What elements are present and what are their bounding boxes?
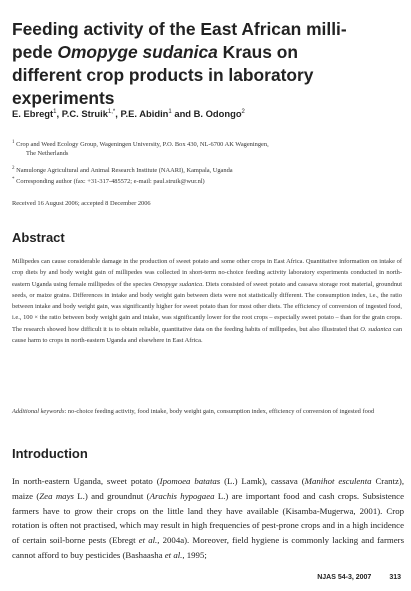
journal-reference: NJAS 54-3, 2007 <box>317 574 372 581</box>
species-name: Manihot esculenta <box>304 476 372 486</box>
intro-text: L.) are important food and cash crops. Subsistence farmers have to grow their crops on the little land they have available (Kisamba-Mugerwa, 2001). Crop rotation is often not practised, which may result in high frequencies of pest-prone crops and in a high incidence of certain soil-borne pests (Ebregt <box>12 490 404 546</box>
intro-text: (L.) Lamk), cassava ( <box>220 476 305 486</box>
author-list: E. Ebregt$^1$, P.C. Struik$^{1,*}$, P.E. Abidin$^1$ and B. Odongo$^2$ <box>12 108 245 119</box>
author-name: P.E. Abidin <box>120 108 169 119</box>
species-name: Zea mays <box>39 490 74 501</box>
intro-text: Crantz), maize ( <box>12 476 405 501</box>
introduction-text <box>12 474 404 563</box>
abstract-sentence: Millipedes can cause considerable damage in the production of sweet potato and some other crops in East Africa. Quantitative information on intake of crop diets by and body weight gain of millipedes was collected in short-term no-choice feeding activity laboratory experiments conducted in north-eastern Uganda using female millipedes of the species <box>12 258 402 288</box>
abstract-species: Omopyge sudanica <box>153 280 203 288</box>
title-text: Kraus on different crop products in laboratory experiments <box>12 42 314 108</box>
corresponding-author <box>12 175 402 186</box>
abstract-sentence: . Diets consisted of sweet potato and cassava storage root material, groundnut seeds, or maize grains. Differences in intake and body weight gain between diets were not statistically different. The consumption index, i.e., the ratio between intake and body weight gain, was significantly higher for sweet potato than for most other diets. The efficiency of conversion of ingested food, i.e., 100 × the ratio between body weight gain and intake, was significantly lower for the root crops – especially sweet potato – than for the grain crops. The research showed how difficult it is to obtain reliable, quantitative data on the feeding habits of millipedes, but also illustrated that <box>12 280 402 333</box>
abstract-species: O. sudanica <box>360 325 392 333</box>
page-footer <box>317 574 401 581</box>
author-affiliation-mark: 2 <box>241 108 245 115</box>
title-text: Feeding activity of the East African milli-pede <box>12 19 347 62</box>
title-species: Omopyge sudanica <box>57 42 218 62</box>
affiliation-text: Crop and Weed Ecology Group, Wageningen University, P.O. Box 430, NL-6700 AK Wageningen, <box>16 141 269 149</box>
abstract-heading: Abstract <box>12 230 65 245</box>
intro-text: , 1995; <box>182 549 207 560</box>
author-name: P.C. Struik <box>61 108 108 119</box>
author-affiliation-mark: 1 <box>168 108 172 115</box>
intro-text: In north-eastern Uganda, sweet potato ( <box>12 476 160 486</box>
affiliation-text: Namulonge Agricultural and Animal Research Institute (NAARI), Kampala, Uganda <box>16 167 233 175</box>
affiliation <box>12 164 402 175</box>
affiliation-mark: * <box>12 177 15 182</box>
affiliation-mark: 2 <box>12 166 15 171</box>
intro-text: , 2004a). Moreover, field hygiene is commonly lacking and farmers cannot afford to buy pesticides (Bashaasha <box>12 535 404 560</box>
affiliation-text-continued: The Netherlands <box>26 150 69 158</box>
introduction-heading: Introduction <box>12 446 88 461</box>
intro-text: L.) and groundnut ( <box>73 490 150 501</box>
keywords <box>12 406 402 417</box>
author-affiliation-mark: 1,* <box>107 108 116 115</box>
abstract-sentence: can cause harm to crops in north-eastern Uganda and elsewhere in East Africa. <box>12 325 403 345</box>
affiliation-mark: 1 <box>12 140 15 145</box>
abstract-text <box>12 256 402 346</box>
paper-title <box>12 18 372 110</box>
keywords-text: : no-choice feeding activity, food intake, body weight gain, consumption index, efficiency of conversion of ingested food <box>64 408 375 415</box>
affiliation <box>12 138 402 158</box>
author-affiliation-mark: 1 <box>53 108 57 115</box>
species-name: Arachis hypogaea <box>149 490 215 501</box>
received-dates: Received 16 August 2006; accepted 8 December 2006 <box>12 200 151 207</box>
page-number: 313 <box>389 574 401 581</box>
affiliation-text: Corresponding author (fax: +31-317-485572; e-mail: paul.struik@wur.nl) <box>16 178 205 186</box>
keywords-label: Additional keywords <box>12 408 65 415</box>
et-al: et al. <box>164 549 183 560</box>
author-name: B. Odongo <box>193 108 242 119</box>
species-name: Ipomoea batatas <box>159 476 221 486</box>
author-name: E. Ebregt <box>12 108 54 119</box>
et-al: et al. <box>138 535 158 546</box>
